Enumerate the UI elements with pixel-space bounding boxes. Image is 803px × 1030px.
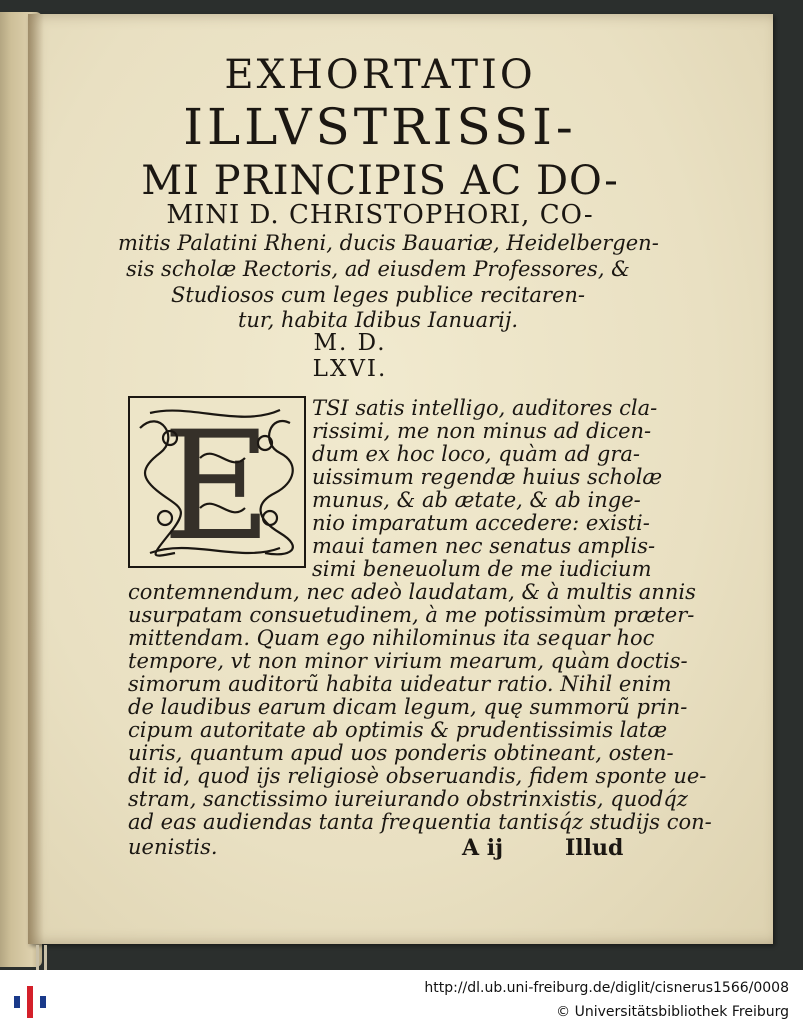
binding-thread: [44, 945, 47, 970]
body-line: uenistis.: [128, 835, 218, 859]
body-line: munus, & ab ætate, & ab inge-: [312, 488, 641, 512]
catchword: Illud: [565, 835, 624, 861]
title-line-2: ILLVSTRISSI-: [183, 98, 577, 156]
viewer-footer: [0, 970, 803, 1030]
title-line-3: MI PRINCIPIS AC DO-: [141, 158, 619, 204]
body-line: tempore, vt non minor virium mearum, quàm doctis-: [128, 649, 688, 673]
permalink-url[interactable]: http://dl.ub.uni-freiburg.de/diglit/cisnerus1566/0008: [424, 980, 789, 996]
copyright-notice: © Universitätsbibliothek Freiburg: [556, 1004, 789, 1020]
body-line: uissimum regendæ huius scholæ: [312, 465, 663, 489]
page-gutter-shadow: [28, 14, 44, 944]
body-line: simi beneuolum de me iudicium: [312, 557, 652, 581]
body-line: rissimi, me non minus ad dicen-: [312, 419, 652, 443]
body-line: mittendam. Quam ego nihilominus ita sequar hoc: [128, 626, 655, 650]
subtitle-line: tur, habita Idibus Ianuarij.: [237, 308, 519, 332]
body-line: dit id, quod ijs religiosè obseruandis, fidem sponte ue-: [128, 764, 707, 788]
subtitle-line: mitis Palatini Rheni, ducis Bauariæ, Heidelbergen-: [118, 231, 659, 255]
body-line: contemnendum, nec adeò laudatam, & à multis annis: [128, 580, 696, 604]
binding-thread: [36, 945, 39, 970]
publication-year: M. D. LXVI.: [312, 330, 388, 382]
decorated-initial: [128, 396, 306, 568]
title-line-1: EXHORTATIO: [224, 52, 536, 98]
floral-ornament-icon: [130, 398, 304, 566]
body-line: TSI satis intelligo, auditores cla-: [312, 396, 658, 420]
initial-letter: E: [162, 400, 272, 566]
subtitle-line: sis scholæ Rectoris, ad eiusdem Professores, &: [126, 257, 630, 281]
body-line: stram, sanctissimo iureiurando obstrinxistis, quodq́z: [128, 787, 688, 811]
body-line: maui tamen nec senatus amplis-: [312, 534, 656, 558]
body-line: simorum auditorũ habita uideatur ratio. Nihil enim: [128, 672, 672, 696]
title-line-4: MINI D. CHRISTOPHORI, CO-: [166, 200, 594, 230]
body-line: dum ex hoc loco, quàm ad gra-: [312, 442, 641, 466]
body-line: de laudibus earum dicam legum, quę summorũ prin-: [128, 695, 688, 719]
body-line: cipum autoritate ab optimis & prudentissimis latæ: [128, 718, 668, 742]
ub-freiburg-logo-icon[interactable]: [10, 982, 50, 1022]
body-line: ad eas audiendas tanta frequentia tantisq́z studijs con-: [128, 810, 712, 834]
subtitle-line: Studiosos cum leges publice recitaren-: [170, 283, 586, 307]
body-line: uiris, quantum apud uos ponderis obtineant, osten-: [128, 741, 674, 765]
body-line: usurpatam consuetudinem, à me potissimùm præter-: [128, 603, 695, 627]
signature-mark: A ij: [462, 835, 504, 861]
body-line: nio imparatum accedere: existi-: [312, 511, 650, 535]
